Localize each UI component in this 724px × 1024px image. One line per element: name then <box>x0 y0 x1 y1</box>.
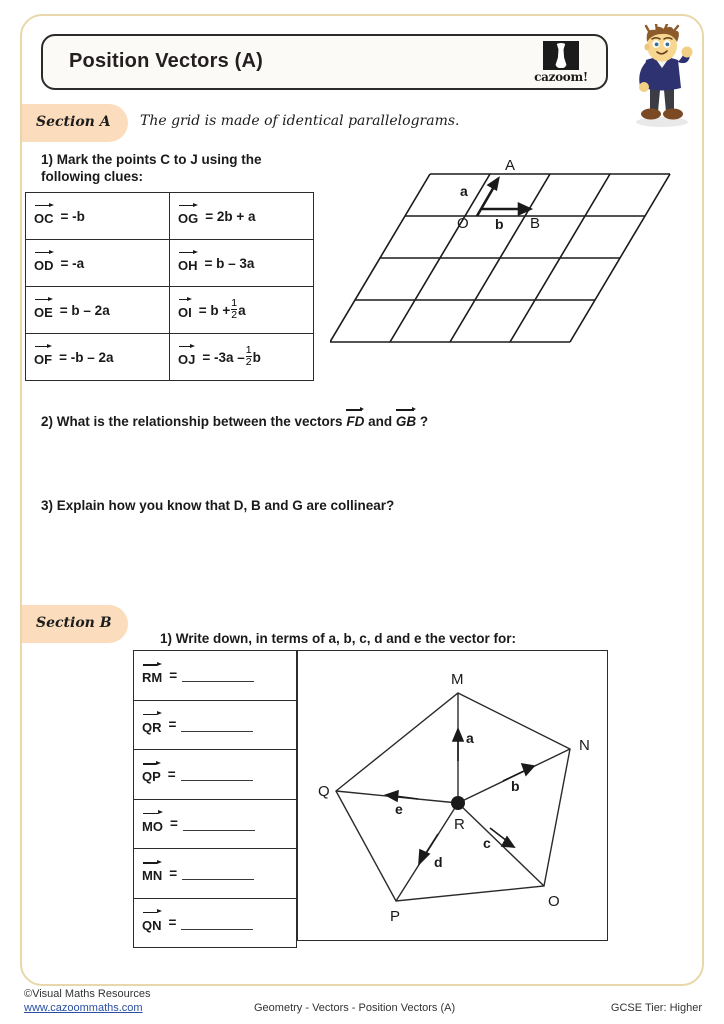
fraction-numerator: 1 <box>231 297 238 309</box>
question-a1: 1) Mark the points C to J using the following clues: <box>41 152 262 184</box>
section-a-note: The grid is made of identical parallelograms. <box>140 113 460 129</box>
vector-label: OC <box>34 206 54 226</box>
pentagon-label-N: N <box>579 737 590 754</box>
vector-expression: = b + <box>198 302 231 318</box>
vector-label: RM <box>142 665 162 685</box>
pentagon-diagram <box>298 651 605 938</box>
answer-cell <box>134 700 297 750</box>
pentagon-label-Q: Q <box>318 783 330 800</box>
footer-topic: Geometry - Vectors - Position Vectors (A) <box>254 1002 456 1014</box>
pentagon-label-P: P <box>390 908 401 925</box>
section-b-label: Section B <box>36 615 112 631</box>
vector-label: QN <box>142 913 162 933</box>
table-row <box>26 334 314 381</box>
equals-sign: = <box>169 667 178 683</box>
clue-cell <box>170 240 314 287</box>
pentagon-label-M: M <box>451 671 464 688</box>
section-a-badge <box>22 104 128 142</box>
equals-sign: = <box>169 865 178 881</box>
vector-expression: = -b <box>60 208 85 224</box>
table-row <box>134 799 297 849</box>
clue-cell <box>170 287 314 334</box>
table-row <box>26 240 314 287</box>
grid-vector-a: a <box>460 183 468 199</box>
vector-expression-tail: a <box>238 302 246 318</box>
answer-cell <box>134 799 297 849</box>
footer-copyright: ©Visual Maths Resources <box>24 988 151 1000</box>
answers-table <box>133 650 297 948</box>
equals-sign: = <box>168 717 177 733</box>
fraction-denominator: 2 <box>245 355 252 368</box>
vector-label: OJ <box>178 347 195 367</box>
section-a-label: Section A <box>36 114 111 130</box>
table-row <box>134 750 297 800</box>
answer-input[interactable] <box>181 718 253 732</box>
pentagon-label-O: O <box>548 893 560 910</box>
question-a3: 3) Explain how you know that D, B and G are collinear? <box>41 498 395 513</box>
pentagon-vector-a: a <box>466 730 474 746</box>
table-row <box>26 193 314 240</box>
clue-cell <box>26 287 170 334</box>
pentagon-vector-e: e <box>395 801 403 817</box>
answer-cell <box>134 651 297 701</box>
cazoom-logo-text: cazoom! <box>534 70 588 84</box>
question-a2 <box>41 411 561 430</box>
vector-label: OD <box>34 253 54 273</box>
question-a2-pre: 2) What is the relationship between the vectors <box>41 414 343 429</box>
clues-table <box>25 192 314 381</box>
fraction-numerator: 1 <box>245 344 252 356</box>
pentagon-label-R: R <box>454 816 465 833</box>
equals-sign: = <box>167 766 176 782</box>
answer-input[interactable] <box>183 817 255 831</box>
vector-expression: = -a <box>60 255 85 271</box>
vector-label: MO <box>142 814 163 834</box>
fraction <box>231 298 237 320</box>
vector-expression: = -b – 2a <box>59 349 114 365</box>
vector-label: OF <box>34 347 52 367</box>
grid-label-O: O <box>457 215 469 232</box>
question-a2-post: ? <box>419 414 429 429</box>
section-b-badge <box>22 605 128 643</box>
table-row <box>26 287 314 334</box>
vector-label: OH <box>178 253 198 273</box>
vector-expression: = -3a – <box>202 349 245 365</box>
vector-label: OG <box>178 206 198 226</box>
question-a2-mid: and <box>368 414 393 429</box>
cazoom-logo-mark-icon <box>543 41 579 70</box>
fraction <box>246 345 252 367</box>
title-box <box>41 34 608 90</box>
table-row <box>134 700 297 750</box>
pentagon-vector-d: d <box>434 854 443 870</box>
fraction-denominator: 2 <box>231 308 238 321</box>
pentagon-diagram-box <box>297 650 608 941</box>
page-title: Position Vectors (A) <box>69 50 264 72</box>
parallelogram-grid-diagram <box>330 158 702 363</box>
clue-cell <box>26 240 170 287</box>
clue-cell <box>26 193 170 240</box>
cazoom-logo <box>530 41 592 87</box>
pentagon-vector-c: c <box>483 835 491 851</box>
vector-expression: = b – 3a <box>204 255 255 271</box>
grid-label-B: B <box>530 215 541 232</box>
answer-cell <box>134 849 297 899</box>
grid-label-A: A <box>505 158 516 174</box>
pentagon-vector-b: b <box>511 778 520 794</box>
question-a2-vector-gb: GB <box>396 411 416 430</box>
footer-tier: GCSE Tier: Higher <box>610 1002 702 1014</box>
pentagon-centre-dot <box>451 796 465 810</box>
answer-input[interactable] <box>181 767 253 781</box>
table-row <box>134 898 297 948</box>
vector-expression: = b – 2a <box>59 302 110 318</box>
table-row <box>134 849 297 899</box>
answer-cell <box>134 750 297 800</box>
footer-link[interactable]: www.cazoommaths.com <box>24 1002 143 1014</box>
table-row <box>134 651 297 701</box>
question-a2-vector-fd: FD <box>346 411 364 430</box>
clue-cell <box>170 193 314 240</box>
vector-label: MN <box>142 863 162 883</box>
vector-label: QP <box>142 764 161 784</box>
vector-label: OI <box>178 300 192 320</box>
answer-input[interactable] <box>181 916 253 930</box>
vector-label: QR <box>142 715 162 735</box>
equals-sign: = <box>168 915 177 931</box>
answer-cell <box>134 898 297 948</box>
clue-cell <box>26 334 170 381</box>
vector-expression: = 2b + a <box>205 208 256 224</box>
equals-sign: = <box>169 816 178 832</box>
mascot-illustration <box>624 24 700 128</box>
grid-vector-b: b <box>495 216 504 232</box>
vector-expression-tail: b <box>252 349 261 365</box>
answer-input[interactable] <box>182 866 254 880</box>
answer-input[interactable] <box>182 668 254 682</box>
question-b1: 1) Write down, in terms of a, b, c, d and e the vector for: <box>160 631 517 646</box>
vector-label: OE <box>34 300 53 320</box>
clue-cell <box>170 334 314 381</box>
